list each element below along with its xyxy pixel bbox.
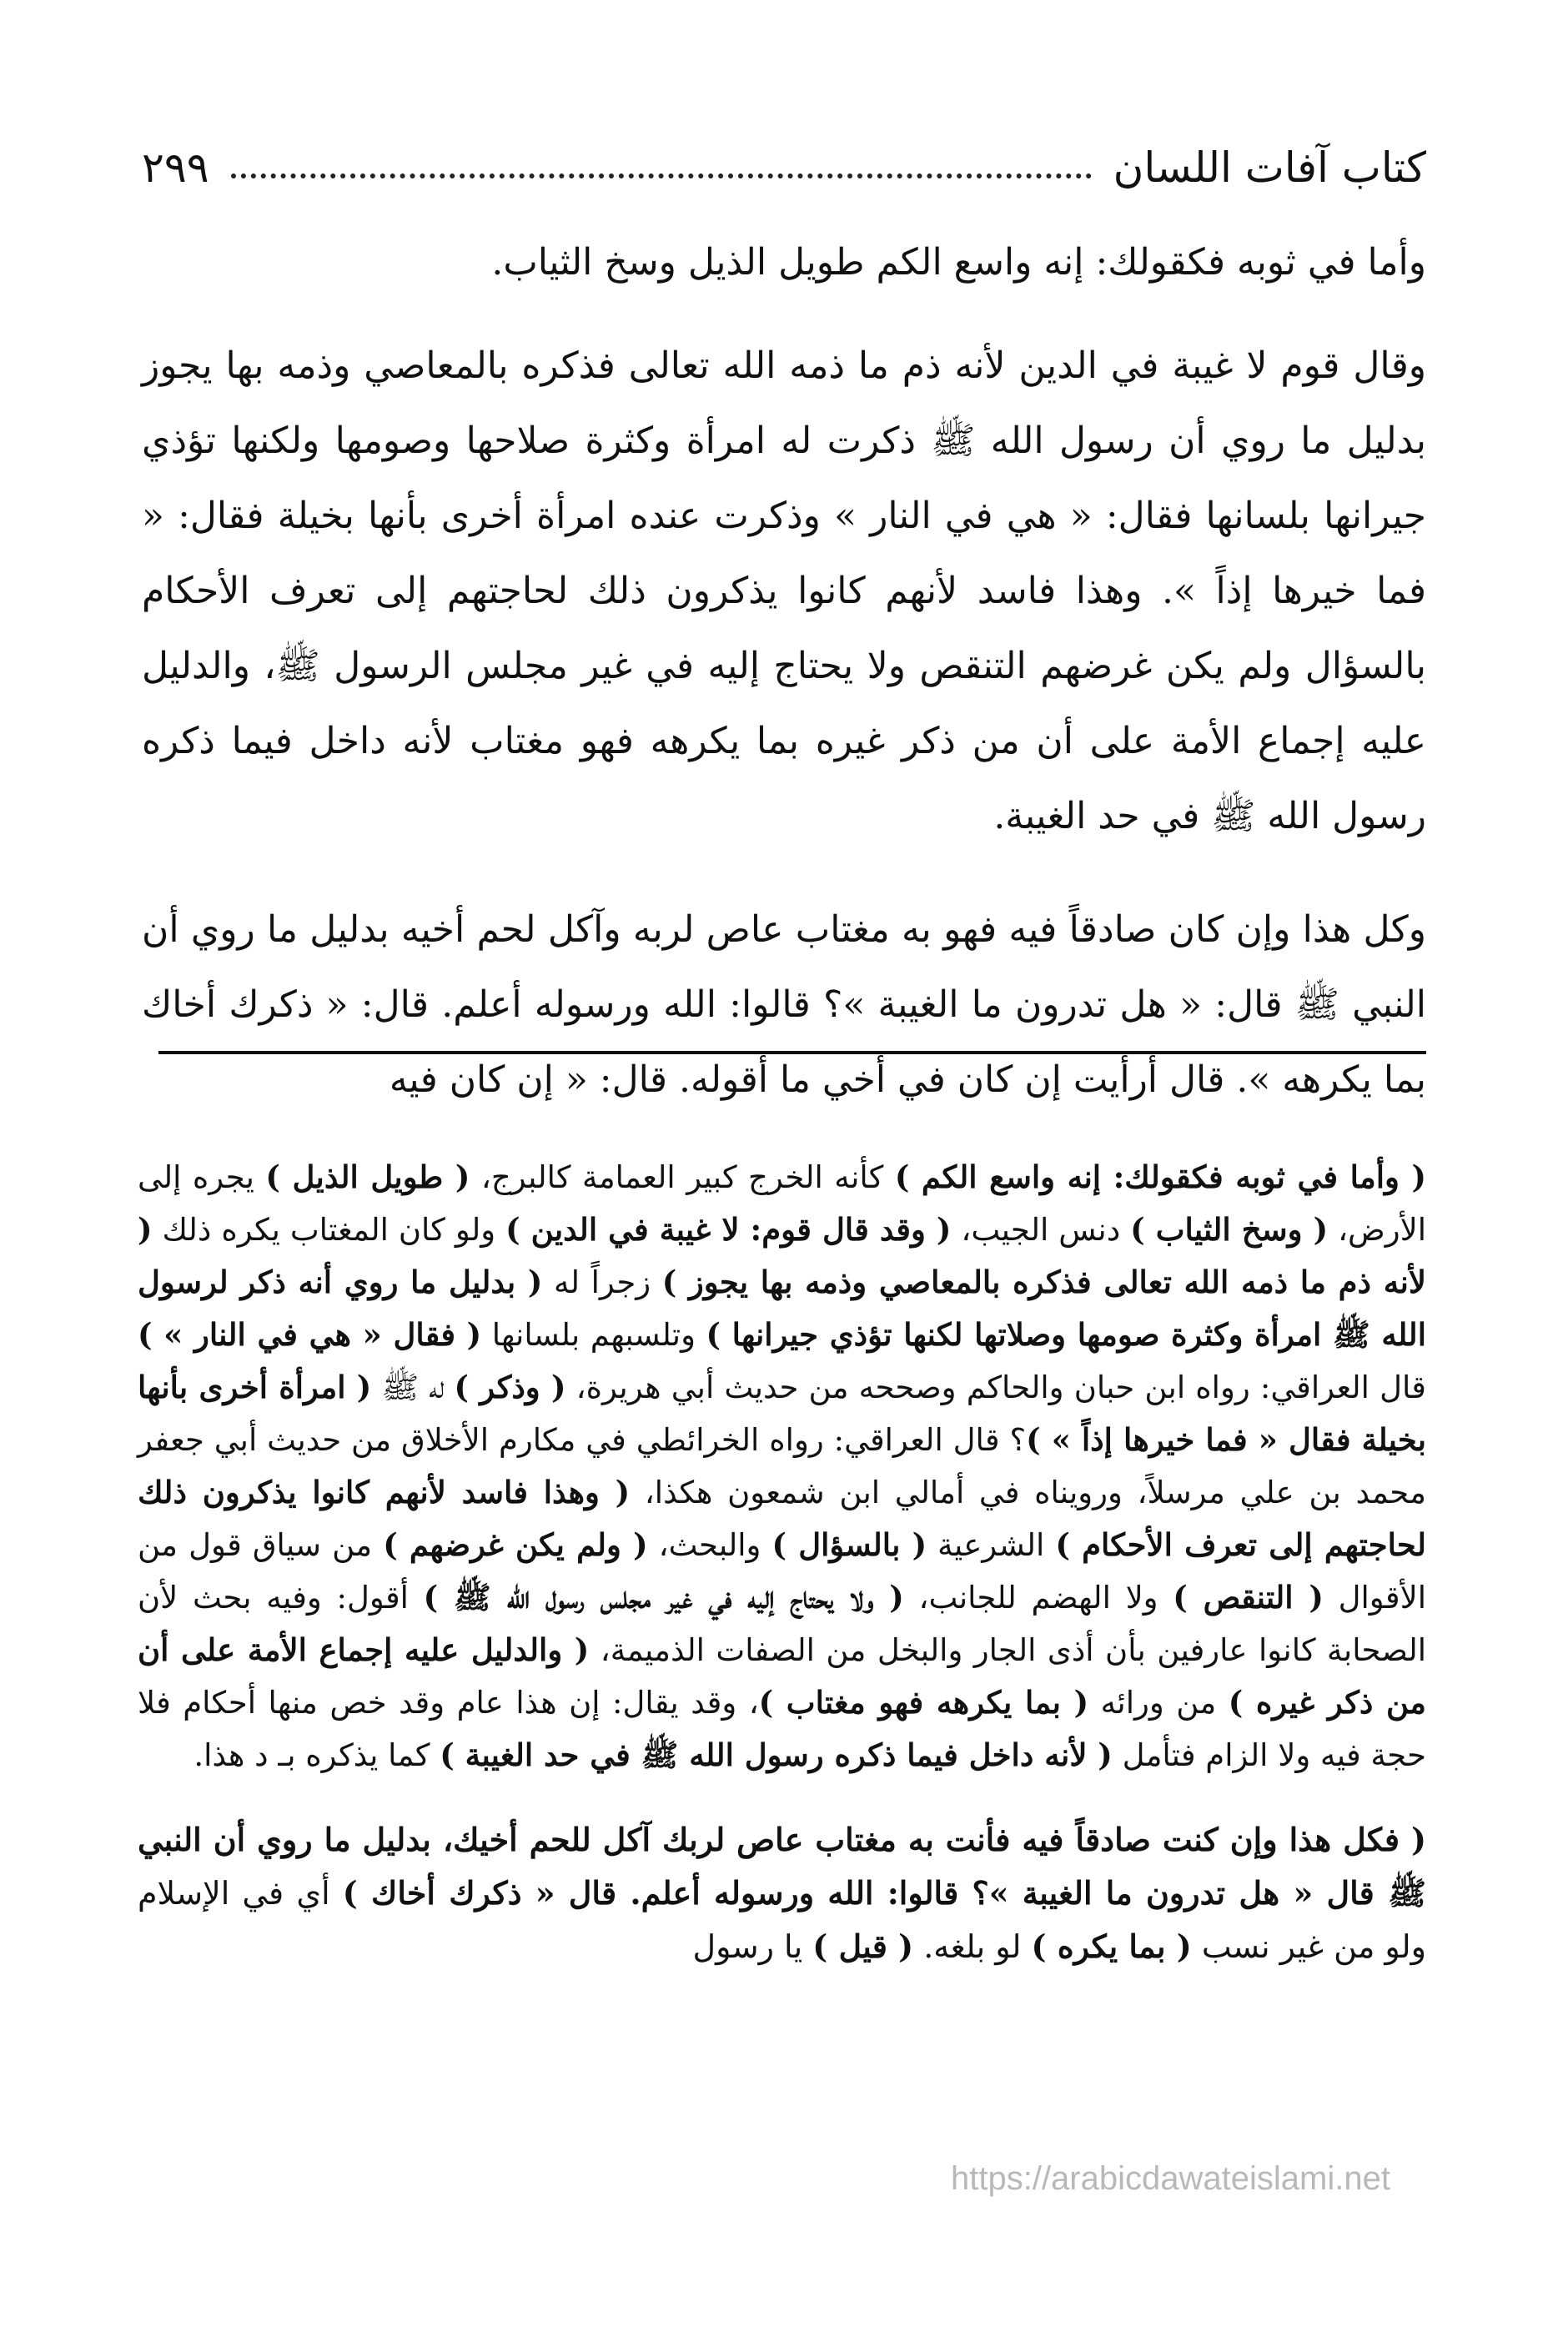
quoted-matn: ( بالسؤال ) [771,1526,927,1563]
commentary-gloss: يا رسول [692,1928,813,1965]
commentary-gloss: يجره إلى الأرض، [138,1159,1427,1248]
header-leader-dots [231,173,1092,178]
running-header [142,117,1426,192]
commentary-gloss: ؟ قال العراقي: رواه الخرائطي في مكارم الأخلاق من حديث أبي جعفر محمد بن علي مرسلاً، ورويناه في أمالي ابن شمعون هكذا، [138,1422,1426,1510]
commentary-gloss: قال العراقي: رواه ابن حبان والحاكم وصححه من حديث أبي هريرة، [565,1370,1426,1405]
commentary-gloss: وتلسبهم بلسانها [481,1317,706,1353]
page-number: ٢٩٩ [142,143,209,192]
quoted-matn: ( ولا يحتاج إليه في غير مجلس رسول الله ﷺ ) [423,1579,904,1616]
commentary-gloss: كما يذكره بـ د هذا. [193,1737,440,1773]
commentary-gloss: له ﷺ [371,1370,455,1405]
commentary-gloss: أقول: وفيه بحث لأن الصحابة كانوا عارفين بأن أذى الجار والبخل من الصفات الذميمة، [138,1580,1426,1668]
commentary-text [138,1151,1426,2005]
quoted-matn: ( بدليل ما روي أنه ذكر لرسول الله ﷺ امرأة وكثرة صومها وصلاتها لكنها تؤذي جيرانها ) [138,1264,1426,1353]
footnote-divider [158,1051,1426,1054]
commentary-gloss: ، وقد يقال: إن هذا عام وقد خص منها أحكام فلا حجة فيه ولا الزام فتأمل [138,1685,1426,1773]
watermark-url: https://arabicdawateislami.net [951,2160,1390,2197]
commentary-gloss: الشرعية [927,1527,1056,1563]
commentary-gloss: ولا الهضم للجانب، [903,1580,1173,1616]
main-paragraph: وقال قوم لا غيبة في الدين لأنه ذم ما ذمه الله تعالى فذكره بالمعاصي وذمه بها يجوز بدليل ما روي أن رسول الله ﷺ ذكرت له امرأة وكثرة صلاحها وصومها ولكنها تؤذي جيرانها بلسانها فقال: « هي في النار » وذكرت عنده امرأة أخرى بأنها بخيلة فقال: « فما خيرها إذاً ». وهذا فاسد لأنهم كانوا يذكرون ذلك لحاجتهم إلى تعرف الأحكام بالسؤال ولم يكن غرضهم التنقص ولا يحتاج إليه في غير مجلس الرسول ﷺ، والدليل عليه إجماع الأمة على أن من ذكر غيره بما يكرهه فهو مغتاب لأنه داخل فيما ذكره رسول الله ﷺ في حد الغيبة. [142,344,1426,837]
quoted-matn: ( التنقص ) [1173,1579,1324,1616]
commentary-gloss: ولو كان المغتاب يكره ذلك [152,1212,506,1248]
quoted-matn: ( والدليل عليه إجماع الأمة على أن من ذكر غيره ) [138,1631,1426,1721]
commentary-gloss: أي في الإسلام ولو من غير نسب [138,1875,1426,1965]
quoted-matn: ( امرأة أخرى بأنها بخيلة فقال « فما خيرها إذاً » ) [138,1369,1427,1458]
quoted-matn: ( وهذا فاسد لأنهم كانوا يذكرون ذلك لحاجتهم إلى تعرف الأحكام ) [138,1474,1427,1563]
commentary-gloss: زجراً له [542,1264,662,1300]
quoted-matn: ( بما يكره ) [1031,1927,1192,1965]
quoted-matn: ( لأنه داخل فيما ذكره رسول الله ﷺ في حد الغيبة ) [440,1736,1113,1773]
commentary-gloss: دنس الجيب، [951,1212,1131,1248]
main-paragraph: وأما في ثوبه فكقولك: إنه واسع الكم طويل الذيل وسخ الثياب. [491,241,1426,284]
commentary-paragraph [138,1151,1426,1782]
commentary-gloss: لو بلغه. [913,1928,1032,1965]
quoted-matn: ( فقال « هي في النار » ) [138,1316,482,1353]
main-paragraph: وكل هذا وإن كان صادقاً فيه فهو به مغتاب عاص لربه وآكل لحم أخيه بدليل ما روي أن النبي ﷺ قال: « هل تدرون ما الغيبة »؟ قالوا: الله ورسوله أعلم. قال: « ذكرك أخاك بما يكرهه ». قال أرأيت إن كان في أخي ما أقوله. قال: « إن كان فيه [142,908,1426,1101]
quoted-matn: ( وأما في ثوبه فكقولك: إنه واسع الكم ) [894,1158,1426,1195]
quoted-matn: ( ولم يكن غرضهم ) [383,1526,648,1563]
commentary-gloss: كأنه الخرج كبير العمامة كالبرج، [470,1159,895,1195]
chapter-title: كتاب آفات اللسان [1113,143,1426,192]
quoted-matn: ( قيل ) [812,1927,914,1965]
quoted-matn: ( وقد قال قوم: لا غيبة في الدين ) [505,1211,952,1248]
commentary-gloss: من سياق قول من الأقوال [138,1527,1426,1616]
quoted-matn: ( بما يكرهه فهو مغتاب ) [758,1684,1089,1721]
commentary-paragraph [138,1813,1426,1973]
main-text [142,225,1426,1156]
quoted-matn: ( وذكر ) [454,1369,566,1405]
quoted-matn: ( طويل الذيل ) [265,1158,470,1195]
commentary-gloss: من ورائه [1088,1685,1229,1721]
quoted-matn: ( فكل هذا وإن كنت صادقاً فيه فأنت به مغتاب عاص لربك آكل للحم أخيك، بدليل ما روي أن النبي ﷺ قال « هل تدرون ما الغيبة »؟ قالوا: الله ورسوله أعلم. قال « ذكرك أخاك ) [138,1821,1426,1912]
quoted-matn: ( وسخ الثياب ) [1130,1211,1329,1248]
quoted-matn: ( لأنه ذم ما ذمه الله تعالى فذكره بالمعاصي وذمه بها يجوز ) [138,1211,1426,1300]
commentary-gloss: والبحث، [647,1527,772,1563]
